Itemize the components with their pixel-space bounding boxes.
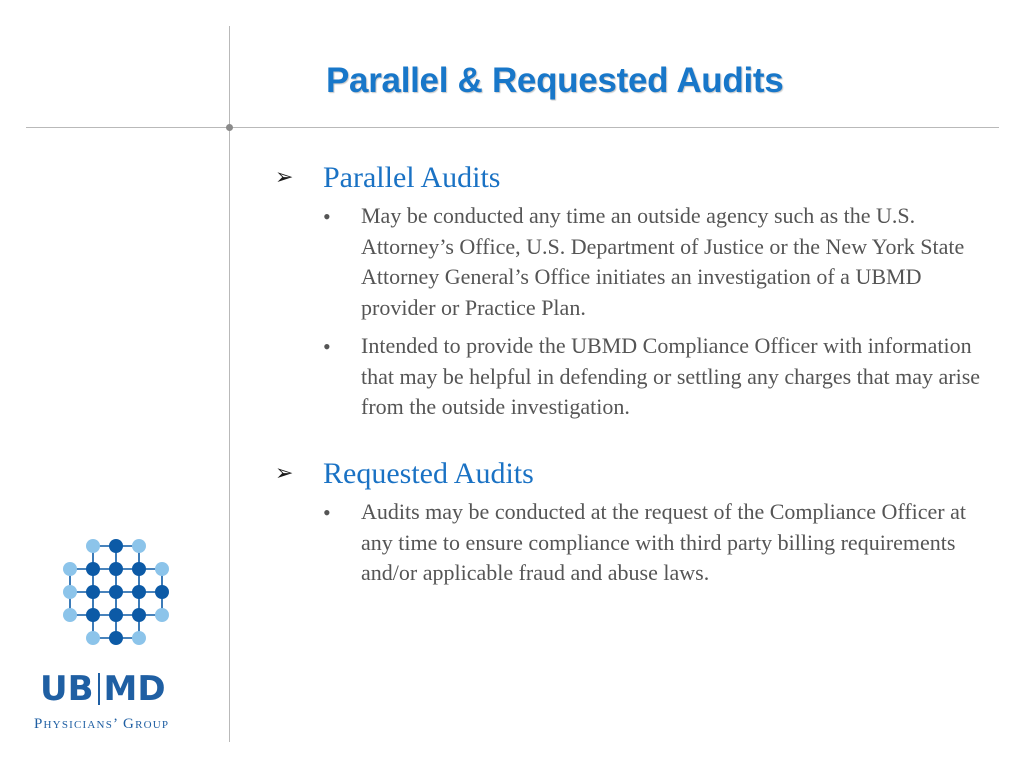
logo-grid-dot (63, 562, 77, 576)
divider-junction-dot (226, 124, 233, 131)
section-requested-audits (275, 455, 995, 597)
arrow-bullet-icon: ➢ (275, 165, 294, 190)
logo-grid-dot (86, 539, 100, 553)
logo-grid-dot (132, 608, 146, 622)
ubmd-logo-grid-icon (56, 532, 176, 652)
list-item (323, 331, 995, 423)
section-label: Parallel Audits (323, 161, 501, 194)
logo-grid-dot (155, 585, 169, 599)
logo-grid-dot (132, 631, 146, 645)
bullet-text: Intended to provide the UBMD Compliance Officer with information that may be helpful in defending or settling any charges that may arise from the outside investigation. (361, 333, 981, 419)
list-item (323, 201, 995, 323)
round-bullet-icon: • (323, 334, 331, 359)
section-label: Requested Audits (323, 457, 534, 490)
logo-grid-dot (109, 631, 123, 645)
logo-grid-dot (109, 562, 123, 576)
section-heading (275, 455, 995, 493)
section-heading (275, 159, 995, 197)
horizontal-divider (26, 127, 999, 128)
logo-subtitle: Physicians’ Group (34, 716, 170, 732)
ubmd-logo-wordmark (40, 669, 190, 709)
slide-title: Parallel & Requested Audits (326, 61, 784, 100)
vertical-divider (229, 26, 230, 742)
logo-grid-dot (155, 608, 169, 622)
logo-grid-dot (132, 539, 146, 553)
section-parallel-audits (275, 159, 995, 431)
bullet-text: May be conducted any time an outside agency such as the U.S. Attorney’s Office, U.S. Department of Justice or the New York State Attorney General’s Office initiates an investigation of a UBMD provider or Practice Plan. (361, 203, 965, 320)
logo-grid-dot (86, 631, 100, 645)
logo-text-ub: UB (40, 669, 94, 709)
arrow-bullet-icon: ➢ (275, 461, 294, 486)
logo-grid-dot (86, 608, 100, 622)
round-bullet-icon: • (323, 500, 331, 525)
logo-text-md: MD (103, 669, 166, 709)
logo-grid-dot (63, 585, 77, 599)
logo-separator (98, 673, 100, 705)
bullet-list (275, 497, 995, 589)
list-item (323, 497, 995, 589)
logo-grid-dot (155, 562, 169, 576)
logo-grid-dot (132, 562, 146, 576)
logo-grid-dot (109, 585, 123, 599)
bullet-list (275, 201, 995, 423)
round-bullet-icon: • (323, 204, 331, 229)
bullet-text: Audits may be conducted at the request of the Compliance Officer at any time to ensure compliance with third party billing requirements and/or applicable fraud and abuse laws. (361, 499, 966, 585)
logo-grid-dot (109, 608, 123, 622)
logo-grid-dot (132, 585, 146, 599)
logo-grid-dot (63, 608, 77, 622)
logo-grid-dot (86, 562, 100, 576)
logo-grid-dot (86, 585, 100, 599)
logo-grid-dot (109, 539, 123, 553)
